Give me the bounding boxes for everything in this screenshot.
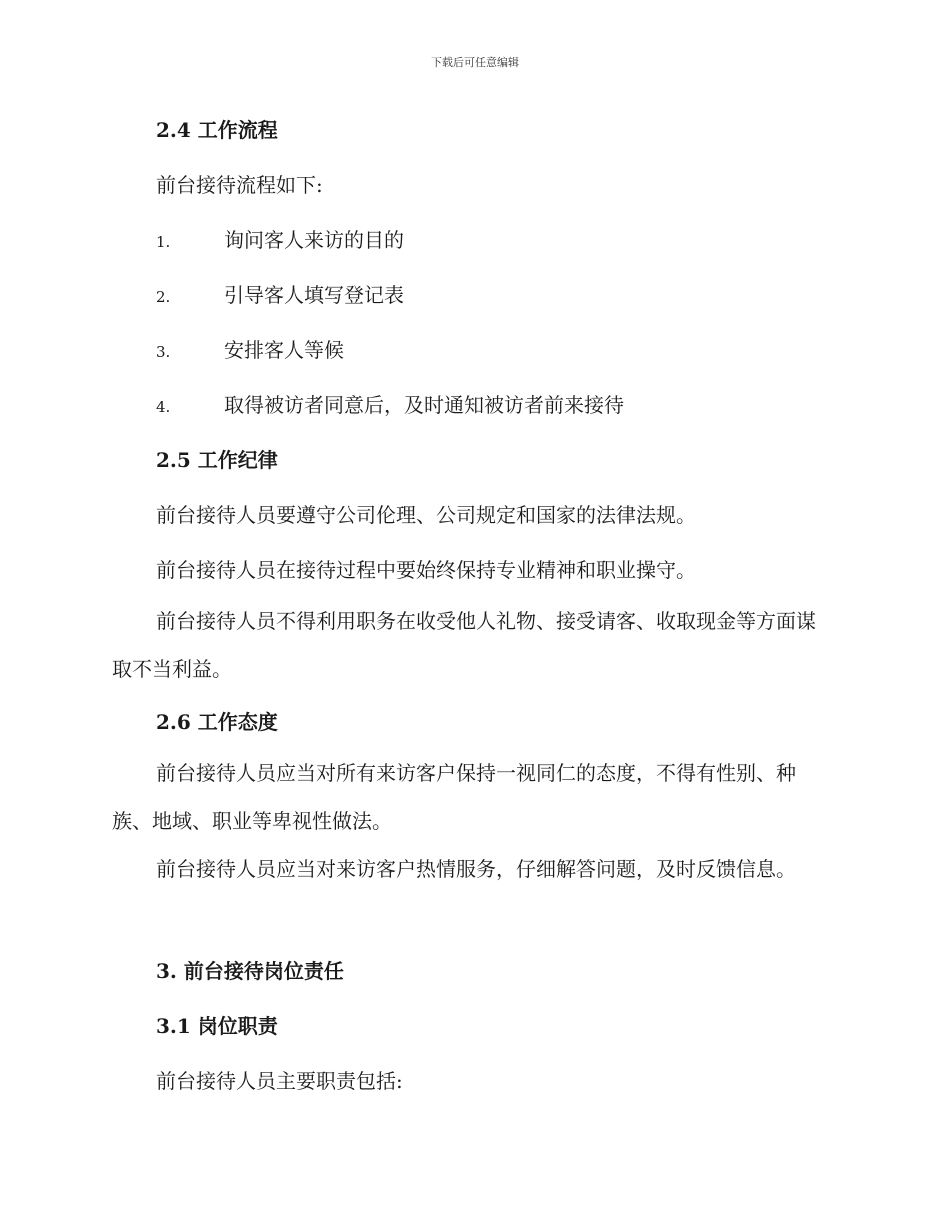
paragraph: 前台接待人员不得利用职务在收受他人礼物、接受请客、收取现金等方面谋取不当利益。 bbox=[112, 609, 816, 681]
paragraph: 前台接待人员应当对所有来访客户保持一视同仁的态度，不得有性别、种族、地域、职业等卑视性做法。 bbox=[112, 761, 796, 833]
list-item bbox=[156, 279, 950, 308]
list-number: 1. bbox=[156, 233, 171, 251]
section-heading-2-4: 2.4 工作流程 bbox=[156, 118, 278, 142]
list-number: 3. bbox=[156, 343, 171, 361]
list-text: 引导客人填写登记表 bbox=[224, 283, 404, 307]
list-text: 询问客人来访的目的 bbox=[224, 228, 404, 252]
section-heading-2-5: 2.5 工作纪律 bbox=[156, 448, 278, 472]
list-item bbox=[156, 224, 950, 253]
section-heading-3: 3. 前台接待岗位责任 bbox=[156, 959, 344, 983]
list-number: 4. bbox=[156, 398, 171, 416]
list-text: 取得被访者同意后，及时通知被访者前来接待 bbox=[224, 393, 624, 417]
paragraph: 前台接待人员在接待过程中要始终保持专业精神和职业操守。 bbox=[156, 558, 696, 582]
list-number: 2. bbox=[156, 288, 171, 306]
list-item bbox=[156, 389, 950, 418]
section-heading-2-6: 2.6 工作态度 bbox=[156, 710, 278, 734]
paragraph: 前台接待人员要遵守公司伦理、公司规定和国家的法律法规。 bbox=[156, 503, 696, 527]
section-intro: 前台接待人员主要职责包括: bbox=[156, 1069, 403, 1093]
page-header-note: 下载后可任意编辑 bbox=[431, 56, 519, 69]
list-item bbox=[156, 334, 950, 363]
paragraph: 前台接待人员应当对来访客户热情服务，仔细解答问题，及时反馈信息。 bbox=[156, 857, 796, 881]
section-heading-3-1: 3.1 岗位职责 bbox=[156, 1014, 278, 1038]
section-intro: 前台接待流程如下: bbox=[156, 173, 323, 197]
list-text: 安排客人等候 bbox=[224, 338, 344, 362]
